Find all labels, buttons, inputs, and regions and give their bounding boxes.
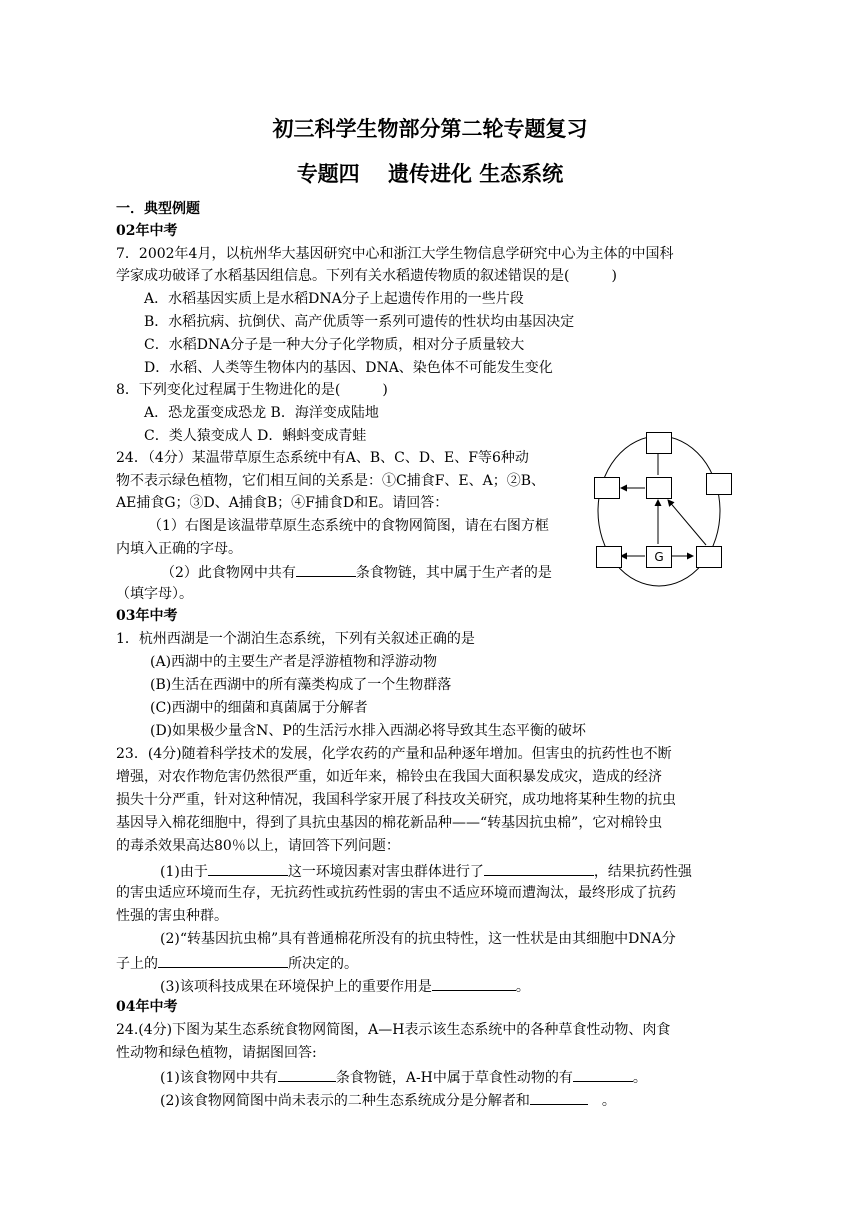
q7-option-b: B．水稻抗病、抗倒伏、高产优质等一系列可遗传的性状均由基因决定 [144, 314, 575, 330]
q1-stem: 1．杭州西湖是一个湖泊生态系统，下列有关叙述正确的是 [116, 631, 475, 647]
q24-sub2-line-1 [161, 562, 552, 582]
q24b-sub1-text-b: 条食物链，A-H中属于草食性动物的有 [335, 1070, 573, 1086]
q23-line-5: 的毒杀效果高达80％以上，请回答下列问题： [116, 838, 400, 854]
q8-options-ab: A．恐龙蛋变成恐龙 B．海洋变成陆地 [144, 405, 379, 421]
q7-option-d: D．水稻、人类等生物体内的基因、DNA、染色体不可能发生变化 [144, 360, 553, 376]
arrow-diagonal [668, 500, 706, 545]
document-title: 初三科学生物部分第二轮专题复习 [272, 116, 588, 141]
q23-line-4: 基因导入棉花细胞中，得到了具抗虫基因的棉花新品种——“转基因抗虫棉”，它对棉铃虫 [116, 815, 663, 831]
q7-option-c: C．水稻DNA分子是一种大分子化学物质，相对分子质量较大 [144, 337, 525, 353]
q23-sub1-text-b: 这一环境因素对害虫群体进行了 [287, 864, 484, 880]
q23-sub2-text-b: 所决定的。 [288, 956, 358, 972]
q23-sub1-line-1 [160, 861, 692, 881]
answer-blank[interactable] [278, 1067, 336, 1082]
q23-sub3-text-a: (3)该项科技成果在环境保护上的重要作用是 [160, 979, 432, 995]
q24-sub1-line-1: （1）右图是该温带草原生态系统中的食物网简图，请在右图方框 [148, 518, 549, 534]
answer-blank[interactable] [432, 976, 516, 991]
q23-sub1-text-c: ，结果抗药性强 [593, 864, 692, 880]
q24b-line-2: 性动物和绿色植物，请据图回答: [116, 1045, 317, 1061]
q24b-sub1-text-a: (1)该食物网中共有 [160, 1070, 278, 1086]
q24b-sub1-line [160, 1067, 647, 1087]
food-web-box-center[interactable] [646, 477, 672, 499]
q24-line-2: 物不表示绿色植物，它们相互间的关系是：①C捕食F、E、A；②B、 [116, 473, 546, 489]
q24b-sub1-text-c: 。 [632, 1070, 647, 1086]
q23-line-3: 损失十分严重，针对这种情况，我国科学家开展了科技攻关研究，成功地将某种生物的抗虫 [116, 792, 676, 808]
year-heading-03: 03年中考 [116, 608, 178, 624]
q24b-sub2-text-a: (2)该食物网简图中尚未表示的二种生态系统成分是分解者和 [160, 1093, 530, 1109]
answer-blank[interactable] [573, 1067, 633, 1082]
section-heading: 一．典型例题 [116, 201, 200, 217]
q24-sub2-text-a: （2）此食物网中共有 [161, 565, 296, 581]
q23-sub1-line-2: 的害虫适应环境而生存，无抗药性或抗药性弱的害虫不适应环境而遭淘汰，最终形成了抗药 [116, 885, 676, 901]
q7-line-2: 学家成功破译了水稻基因组信息。下列有关水稻遗传物质的叙述错误的是( ) [116, 268, 617, 284]
year-heading-02: 02年中考 [116, 223, 178, 239]
q23-sub3-line [160, 976, 530, 996]
q23-sub1-line-3: 性强的害虫种群。 [116, 908, 228, 924]
q1-option-c: (C)西湖中的细菌和真菌属于分解者 [150, 700, 368, 716]
q23-sub1-text-a: (1)由于 [160, 864, 208, 880]
answer-blank[interactable] [158, 953, 288, 968]
q23-sub2-line-2 [116, 953, 358, 973]
q24-sub1-line-2: 内填入正确的字母。 [116, 541, 242, 557]
answer-blank[interactable] [208, 861, 288, 876]
food-web-box-bottom-right[interactable] [696, 546, 722, 568]
q8-stem: 8．下列变化过程属于生物进化的是( ) [116, 382, 388, 398]
q23-sub2-text-a: 子上的 [116, 956, 158, 972]
q24b-sub2-line [160, 1090, 616, 1110]
q8-options-cd: C．类人猿变成人 D．蝌蚪变成青蛙 [144, 428, 367, 444]
q23-line-1: 23．(4分)随着科学技术的发展，化学农药的产量和品种逐年增加。但害虫的抗药性也不断 [116, 746, 672, 762]
answer-blank[interactable] [530, 1090, 588, 1105]
q23-line-2: 增强，对农作物危害仍然很严重，如近年来，棉铃虫在我国大面积暴发成灾，造成的经济 [116, 769, 662, 785]
q1-option-a: (A)西湖中的主要生产者是浮游植物和浮游动物 [150, 654, 438, 670]
q24-sub2-line-2: （填字母）。 [116, 586, 193, 602]
q24-line-1: 24．（4分）某温带草原生态系统中有A、B、C、D、E、F等6种动 [116, 450, 529, 466]
q23-sub3-text-b: 。 [515, 979, 530, 995]
q7-line-1: 7．2002年4月，以杭州华大基因研究中心和浙江大学生物信息学研究中心为主体的中国科 [116, 246, 674, 262]
food-web-box-right[interactable] [706, 473, 732, 495]
q1-option-d: (D)如果极少量含N、P的生活污水排入西湖必将导致其生态平衡的破坏 [150, 723, 586, 739]
answer-blank[interactable] [296, 562, 356, 577]
q24-line-3: AE捕食G；③D、A捕食B；④F捕食D和E。请回答： [116, 495, 449, 511]
q1-option-b: (B)生活在西湖中的所有藻类构成了一个生物群落 [150, 677, 452, 693]
year-heading-04: 04年中考 [116, 999, 178, 1015]
food-web-box-g: G [646, 546, 672, 568]
food-web-box-left[interactable] [594, 477, 620, 499]
q24b-line-1: 24.(4分)下图为某生态系统食物网简图，A—H表示该生态系统中的各种草食性动物、肉食 [116, 1022, 671, 1038]
food-web-box-bottom-left[interactable] [596, 546, 622, 568]
q7-option-a: A．水稻基因实质上是水稻DNA分子上起遗传作用的一些片段 [144, 291, 524, 307]
document-subtitle: 专题四 遗传进化 生态系统 [296, 161, 564, 186]
answer-blank[interactable] [484, 861, 594, 876]
q24b-sub2-text-b: 。 [587, 1093, 616, 1109]
q24-sub2-text-b: 条食物链，其中属于生产者的是 [355, 565, 552, 581]
food-web-box-top[interactable] [646, 432, 672, 454]
q23-sub2-line-1: (2)“转基因抗虫棉”具有普通棉花所没有的抗虫特性，这一性状是由其细胞中DNA分 [160, 931, 676, 947]
